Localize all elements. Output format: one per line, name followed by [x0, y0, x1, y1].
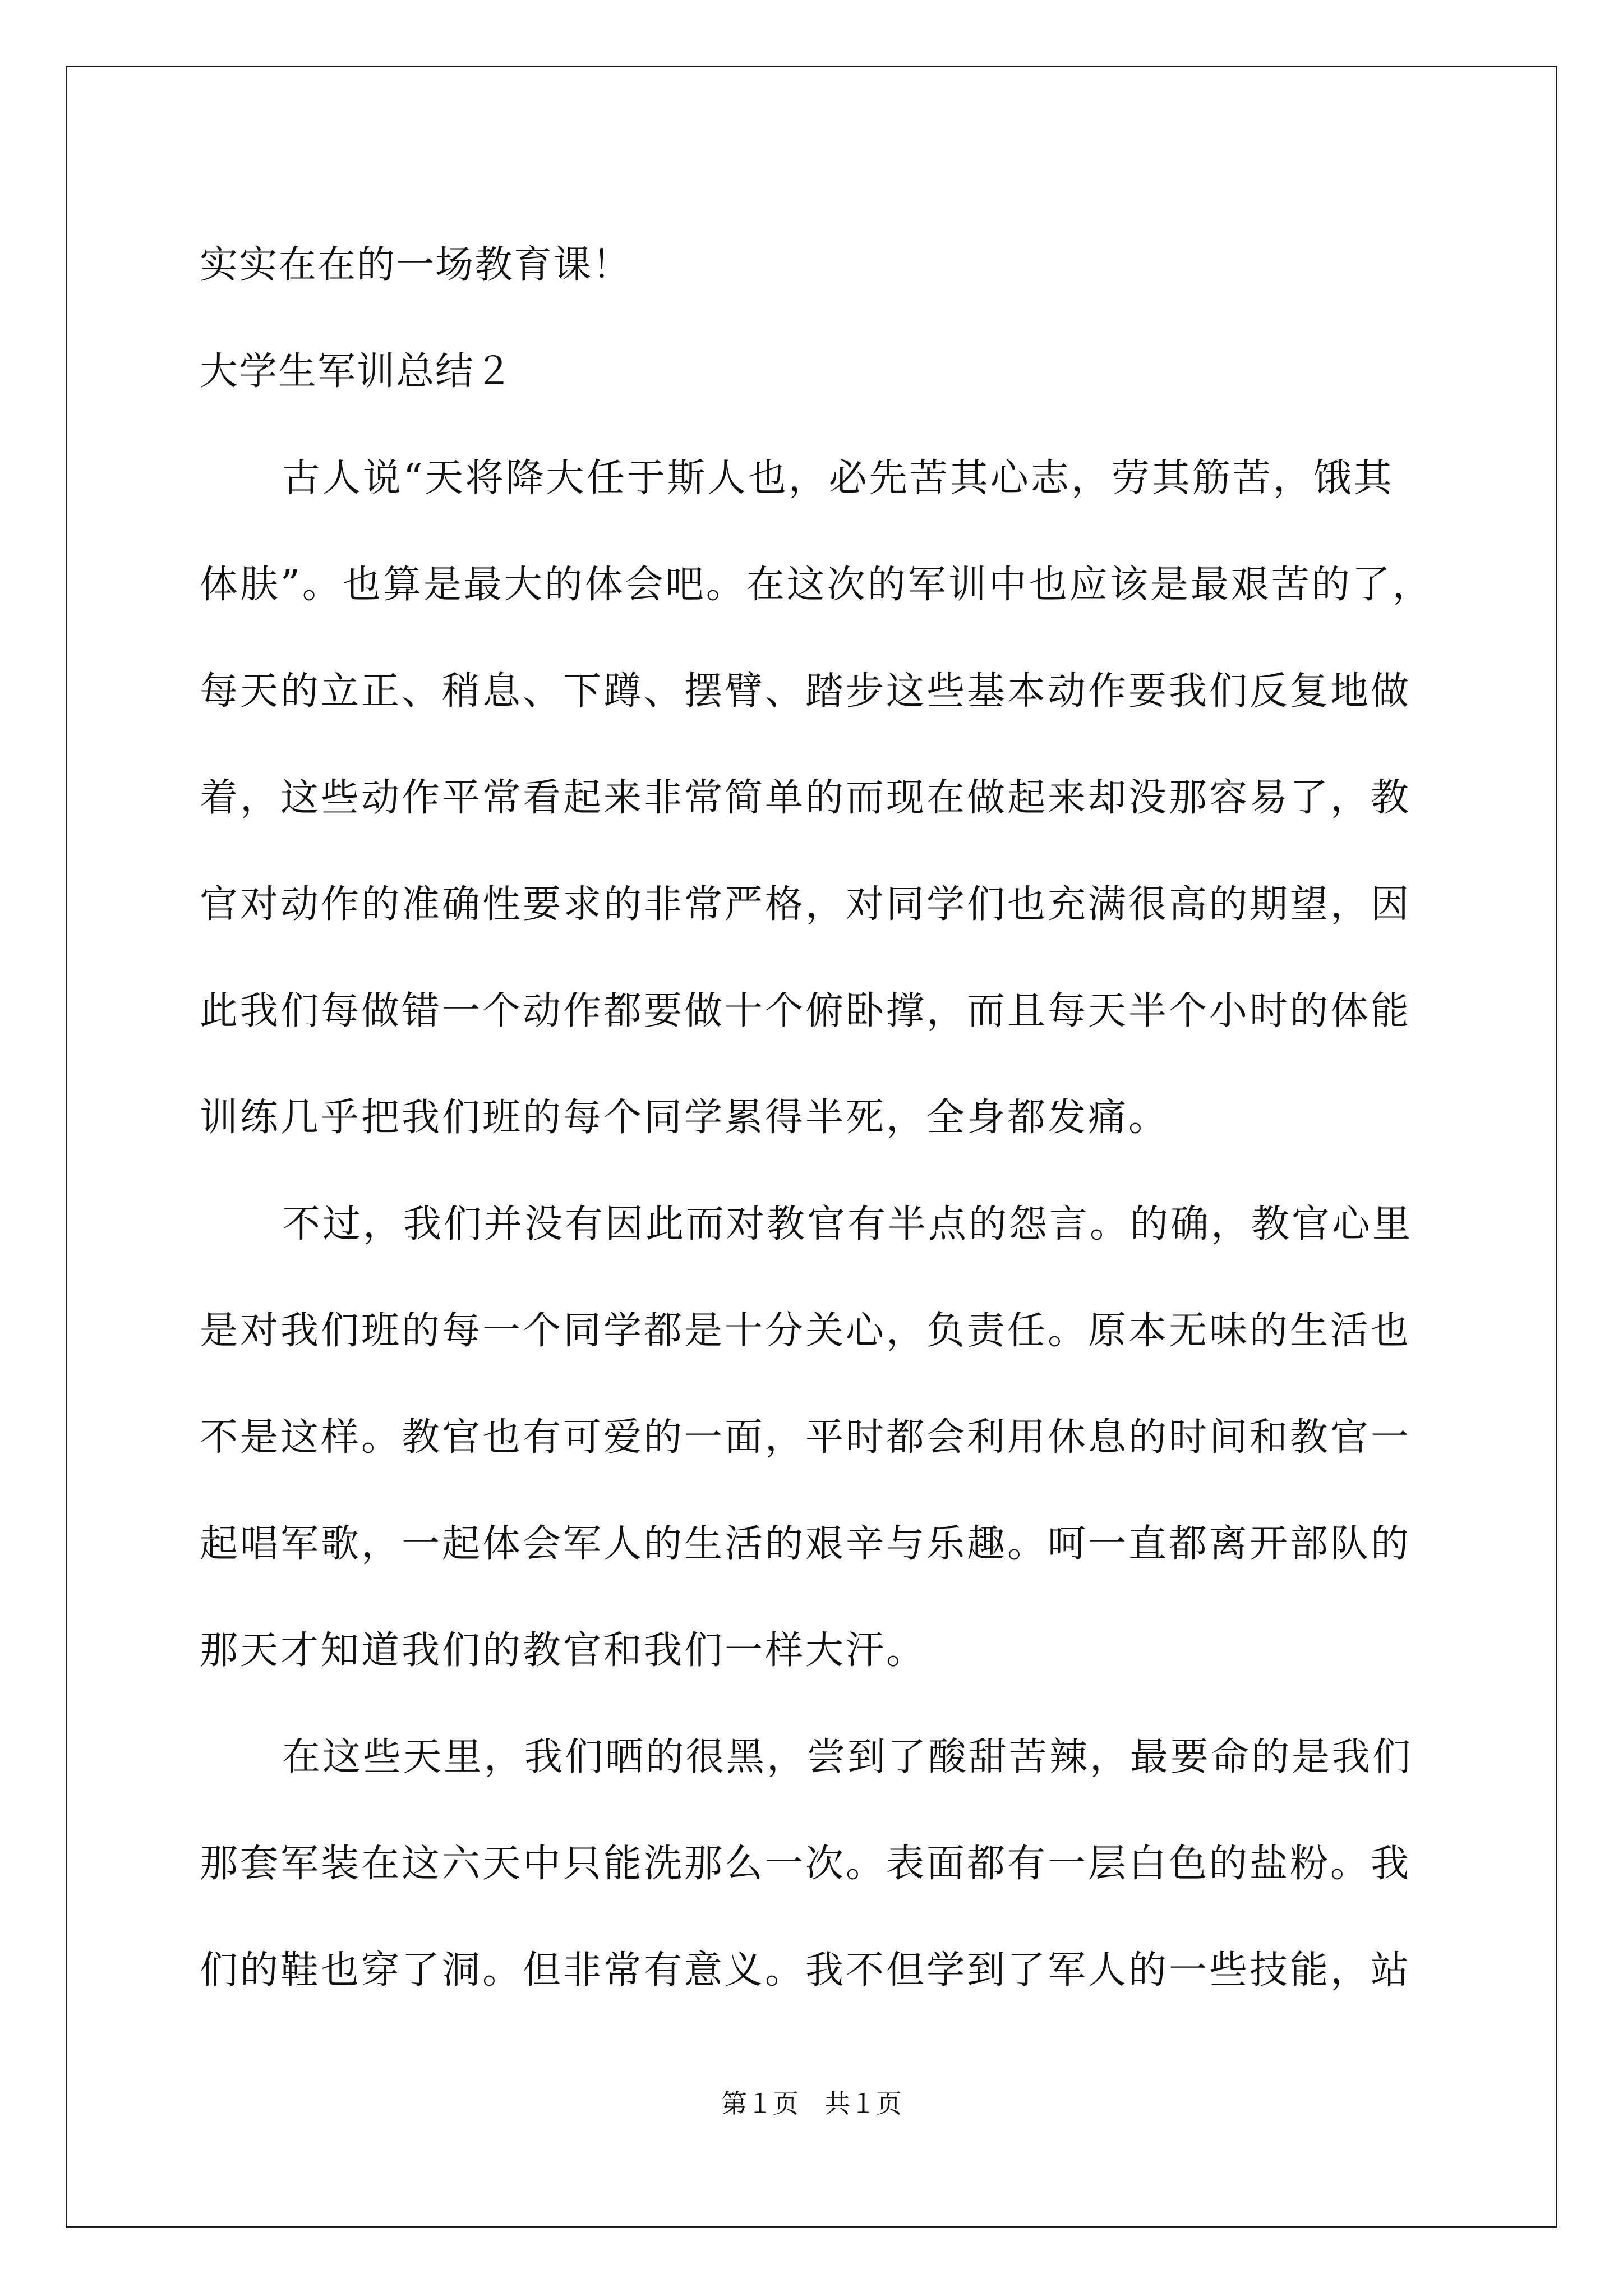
paragraph-line: 那套军装在这六天中只能洗那么一次。表面都有一层白色的盐粉。我 — [200, 1842, 1412, 1886]
paragraph-line: 每天的立正、稍息、下蹲、摆臂、踏步这些基本动作要我们反复地做 — [200, 669, 1412, 714]
opening-line: 实实在在的一场教育课！ — [200, 243, 632, 287]
paragraph-line: 不过，我们并没有因此而对教官有半点的怨言。的确，教官心里 — [282, 1202, 1413, 1246]
paragraph-line: 是对我们班的每一个同学都是十分关心，负责任。原本无味的生活也 — [200, 1309, 1412, 1353]
paragraph-line: 不是这样。教官也有可爱的一面，平时都会利用休息的时间和教官一 — [200, 1415, 1412, 1460]
section-heading: 大学生军训总结２ — [200, 349, 514, 394]
paragraph-line: 们的鞋也穿了洞。但非常有意义。我不但学到了军人的一些技能，站 — [200, 1948, 1412, 1993]
paragraph-line: 此我们每做错一个动作都要做十个俯卧撑，而且每天半个小时的体能 — [200, 989, 1412, 1033]
paragraph-line: 训练几乎把我们班的每个同学累得半死，全身都发痛。 — [200, 1096, 1169, 1140]
paragraph-1 — [200, 425, 1433, 1171]
paragraph-line: 官对动作的准确性要求的非常严格，对同学们也充满很高的期望，因 — [200, 882, 1412, 927]
paragraph-line: 古人说“天将降大任于斯人也，必先苦其心志，劳其筋苦，饿其 — [282, 456, 1394, 500]
paragraph-line: 着，这些动作平常看起来非常简单的而现在做起来却没那容易了，教 — [200, 776, 1412, 820]
document-body — [200, 212, 1433, 2024]
paragraph-3 — [200, 1704, 1433, 2024]
page-number-footer: 第１页 共１页 — [721, 2088, 902, 2119]
paragraph-line: 在这些天里，我们晒的很黑，尝到了酸甜苦辣，最要命的是我们 — [282, 1735, 1413, 1779]
paragraph-line: 那天才知道我们的教官和我们一样大汗。 — [200, 1628, 927, 1673]
paragraph-line: 体肤”。也算是最大的体会吧。在这次的军训中也应该是最艰苦的了， — [200, 563, 1433, 607]
paragraph-2 — [200, 1171, 1433, 1704]
paragraph-line: 起唱军歌，一起体会军人的生活的艰辛与乐趣。呵一直都离开部队的 — [200, 1522, 1412, 1566]
